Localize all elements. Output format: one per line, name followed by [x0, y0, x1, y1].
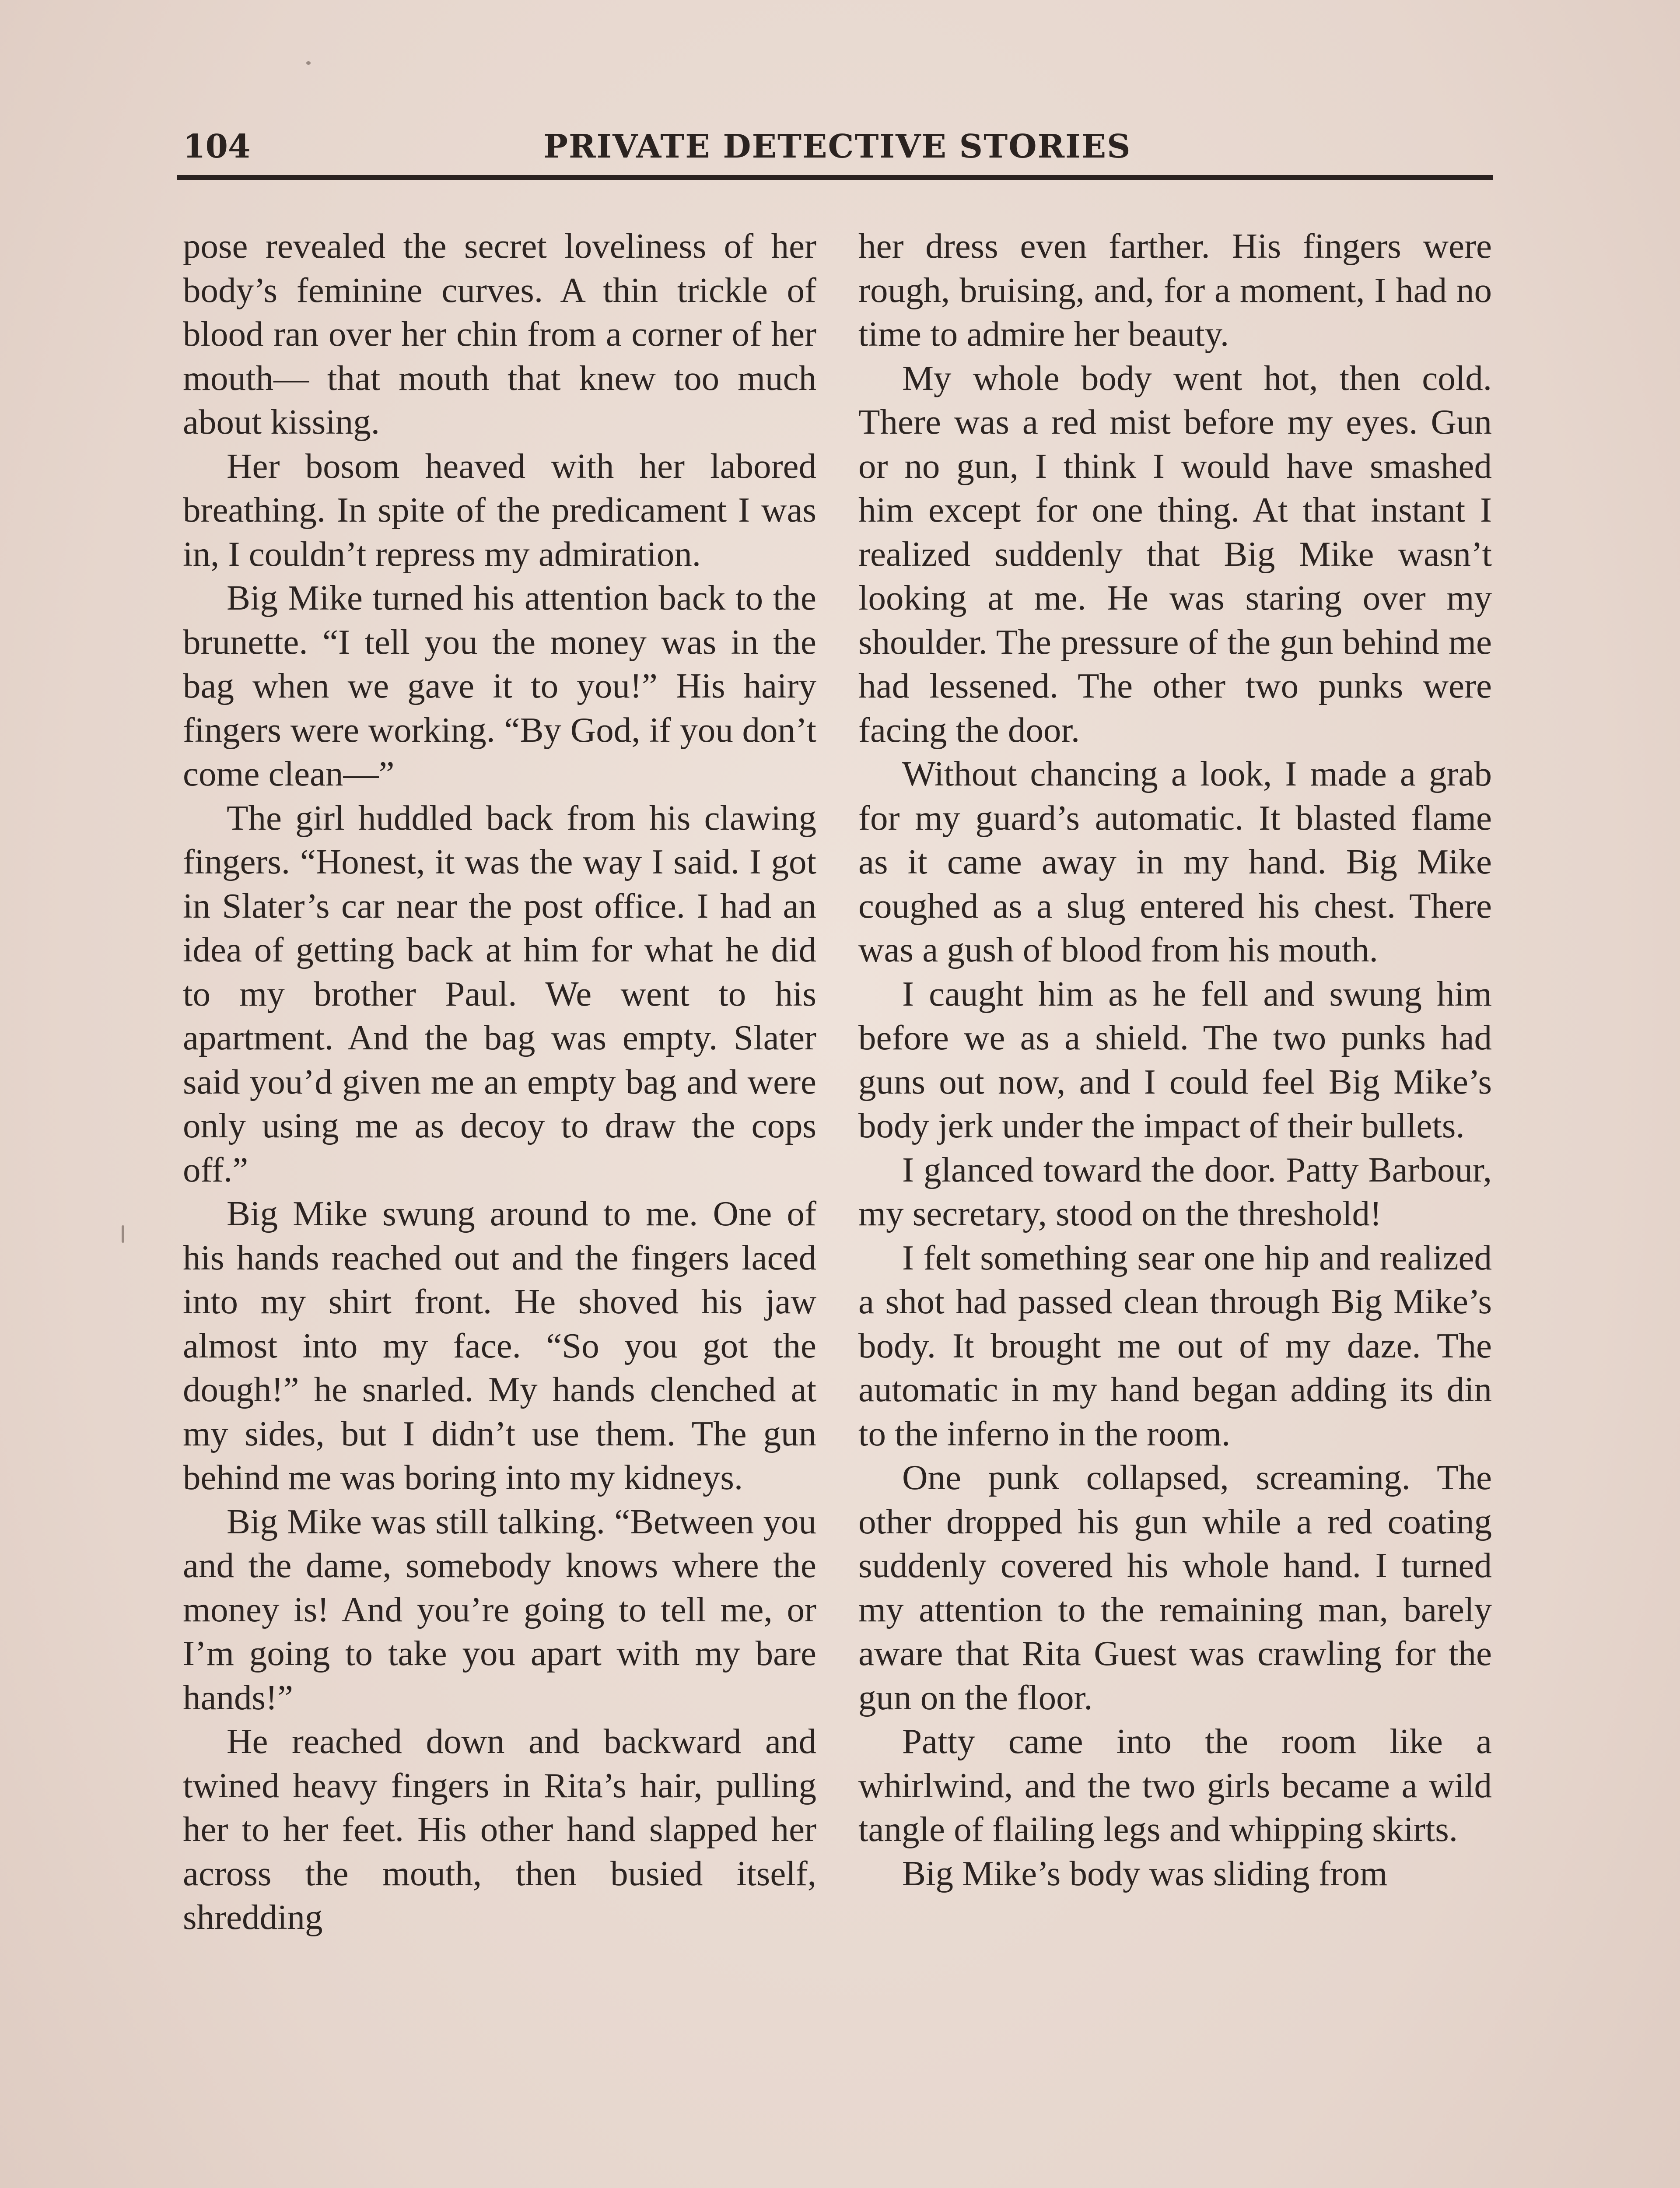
paragraph: her dress even farther. His fingers were rough, bruising, and, for a moment, I had no time to admire her beauty. — [858, 226, 1492, 354]
page-number: 104 — [183, 128, 251, 165]
paragraph: I glanced toward the door. Patty Barbour, my secretary, stood on the threshold! — [858, 1150, 1492, 1233]
paragraph: I caught him as he fell and swung him before we as a shield. The two punks had guns out now, and I could feel Big Mike’s body jerk under the impact of their bullets. — [858, 974, 1492, 1145]
paragraph: He reached down and backward and twined heavy fingers in Rita’s hair, pulling her to her feet. His other hand slapped her across the mouth, then busied itself, shredding — [183, 1722, 816, 1937]
paragraph: Big Mike turned his attention back to the brunette. “I tell you the money was in the bag when we gave it to you!” His hairy fingers were working. “By God, if you don’t come clean—” — [183, 578, 816, 793]
paragraph: I felt something sear one hip and realized a shot had passed clean through Big Mike’s body. It brought me out of my daze. The automatic in my hand began adding its din to the inferno in the room. — [858, 1238, 1492, 1453]
left-column — [183, 224, 816, 1939]
right-column — [858, 224, 1492, 1895]
paragraph: One punk collapsed, screaming. The other dropped his gun while a red coating suddenly covered his whole hand. I turned my attention to the remaining man, barely aware that Rita Guest was crawling for the gun on the floor. — [858, 1458, 1492, 1717]
paper-speck — [306, 61, 311, 65]
paragraph: My whole body went hot, then cold. There was a red mist before my eyes. Gun or no gun, I think I would have smashed him except for one thing. At that instant I realized suddenly that Big Mike wasn’t looking at me. He was staring over my shoulder. The pressure of the gun behind me had lessened. The other two punks were facing the door. — [858, 358, 1492, 750]
header-rule — [177, 175, 1493, 180]
paragraph: Patty came into the room like a whirlwind, and the two girls became a wild tangle of flailing legs and whipping skirts. — [858, 1722, 1492, 1849]
paragraph: pose revealed the secret loveliness of her body’s feminine curves. A thin trickle of blood ran over her chin from a corner of her mouth— that mouth that knew too much about kissing. — [183, 226, 816, 442]
paragraph: Her bosom heaved with her labored breathing. In spite of the predicament I was in, I couldn’t repress my admiration. — [183, 446, 816, 574]
paragraph: Without chancing a look, I made a grab for my guard’s automatic. It blasted flame as it came away in my hand. Big Mike coughed as a slug entered his chest. There was a gush of blood from his mouth. — [858, 754, 1492, 969]
paragraph: Big Mike was still talking. “Between you and the dame, somebody knows where the money is! And you’re going to tell me, or I’m going to take you apart with my bare hands!” — [183, 1501, 816, 1717]
paragraph: Big Mike’s body was sliding from — [902, 1853, 1388, 1893]
page-header — [183, 123, 1492, 171]
running-title: PRIVATE DETECTIVE STORIES — [543, 128, 1131, 165]
paragraph: Big Mike swung around to me. One of his hands reached out and the fingers laced into my shirt front. He shoved his jaw almost into my face. “So you got the dough!” he snarled. My hands clenched at my sides, but I didn’t use them. The gun behind me was boring into my kidneys. — [183, 1194, 816, 1497]
paragraph: The girl huddled back from his clawing fingers. “Honest, it was the way I said. I got in Slater’s car near the post office. I had an idea of getting back at him for what he did to my brother Paul. We went to his apartment. And the bag was empty. Slater said you’d given me an empty bag and were only using me as decoy to draw the cops off.” — [183, 798, 816, 1189]
paper-speck — [122, 1225, 124, 1243]
